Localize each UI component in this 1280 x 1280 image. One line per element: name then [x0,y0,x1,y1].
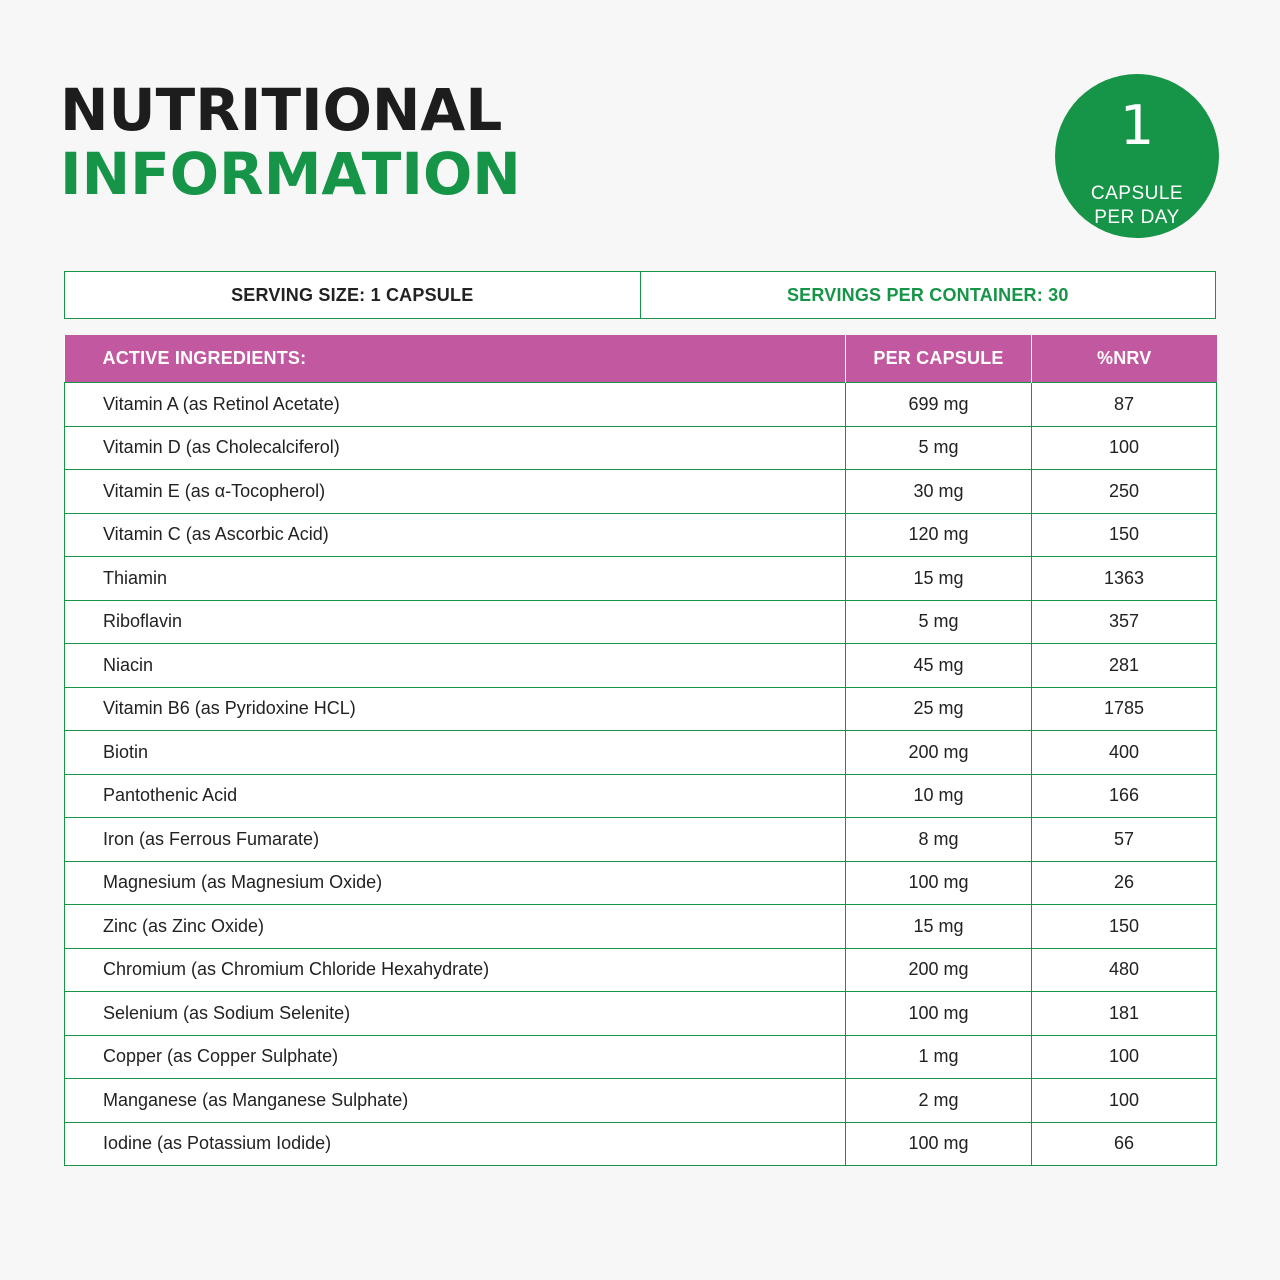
ingredient-amount: 5 mg [846,600,1032,644]
table-row [65,992,1217,1036]
table-row [65,557,1217,601]
ingredient-amount: 100 mg [846,1122,1032,1166]
table-row [65,774,1217,818]
ingredient-amount: 1 mg [846,1035,1032,1079]
ingredient-name: Iron (as Ferrous Fumarate) [65,818,846,862]
ingredient-amount: 100 mg [846,861,1032,905]
serving-info-bar [64,271,1216,319]
ingredient-name: Vitamin E (as α-Tocopherol) [65,470,846,514]
ingredient-nrv: 57 [1032,818,1217,862]
ingredient-nrv: 87 [1032,383,1217,427]
ingredient-name: Biotin [65,731,846,775]
page-title-line1: NUTRITIONAL [60,76,503,144]
ingredient-name: Chromium (as Chromium Chloride Hexahydrate) [65,948,846,992]
table-row [65,1079,1217,1123]
table-row [65,470,1217,514]
ingredient-nrv: 400 [1032,731,1217,775]
table-row [65,513,1217,557]
ingredient-amount: 200 mg [846,948,1032,992]
ingredient-name: Thiamin [65,557,846,601]
table-row [65,731,1217,775]
ingredient-amount: 15 mg [846,557,1032,601]
table-row [65,948,1217,992]
ingredient-name: Vitamin D (as Cholecalciferol) [65,426,846,470]
dosage-badge-number: 1 [1119,94,1155,157]
column-header-per-capsule: PER CAPSULE [846,335,1032,383]
ingredient-amount: 5 mg [846,426,1032,470]
dosage-badge [1055,74,1219,238]
ingredient-nrv: 357 [1032,600,1217,644]
ingredient-name: Copper (as Copper Sulphate) [65,1035,846,1079]
ingredient-nrv: 181 [1032,992,1217,1036]
table-row [65,644,1217,688]
servings-per-container: SERVINGS PER CONTAINER: 30 [786,284,1069,305]
ingredient-nrv: 480 [1032,948,1217,992]
ingredient-amount: 10 mg [846,774,1032,818]
ingredient-name: Niacin [65,644,846,688]
table-row [65,426,1217,470]
table-row [65,600,1217,644]
ingredient-name: Vitamin C (as Ascorbic Acid) [65,513,846,557]
ingredient-nrv: 150 [1032,905,1217,949]
page-title [60,78,521,206]
ingredient-amount: 120 mg [846,513,1032,557]
ingredient-amount: 15 mg [846,905,1032,949]
ingredient-amount: 200 mg [846,731,1032,775]
ingredient-amount: 25 mg [846,687,1032,731]
ingredient-nrv: 150 [1032,513,1217,557]
ingredient-amount: 30 mg [846,470,1032,514]
ingredient-name: Zinc (as Zinc Oxide) [65,905,846,949]
ingredient-amount: 699 mg [846,383,1032,427]
column-header-nrv: %NRV [1032,335,1217,383]
table-row [65,1035,1217,1079]
table-row [65,1122,1217,1166]
nutrition-table-header [65,335,1217,383]
ingredient-name: Magnesium (as Magnesium Oxide) [65,861,846,905]
table-row [65,687,1217,731]
ingredient-nrv: 250 [1032,470,1217,514]
ingredient-nrv: 100 [1032,1079,1217,1123]
ingredient-nrv: 1363 [1032,557,1217,601]
ingredient-name: Manganese (as Manganese Sulphate) [65,1079,846,1123]
dosage-badge-line1: CAPSULE [1090,183,1184,204]
ingredient-amount: 100 mg [846,992,1032,1036]
ingredient-nrv: 66 [1032,1122,1217,1166]
ingredient-amount: 45 mg [846,644,1032,688]
table-row [65,861,1217,905]
ingredient-nrv: 100 [1032,1035,1217,1079]
ingredient-nrv: 26 [1032,861,1217,905]
ingredient-name: Pantothenic Acid [65,774,846,818]
dosage-badge-text [1055,182,1219,230]
table-row [65,818,1217,862]
nutrition-table [64,335,1217,1166]
ingredient-name: Selenium (as Sodium Selenite) [65,992,846,1036]
ingredient-amount: 8 mg [846,818,1032,862]
ingredient-name: Vitamin A (as Retinol Acetate) [65,383,846,427]
ingredient-nrv: 166 [1032,774,1217,818]
ingredient-name: Iodine (as Potassium Iodide) [65,1122,846,1166]
serving-size: SERVING SIZE: 1 CAPSULE [65,272,641,318]
ingredient-amount: 2 mg [846,1079,1032,1123]
dosage-badge-line2: PER DAY [1094,207,1180,228]
ingredient-name: Vitamin B6 (as Pyridoxine HCL) [65,687,846,731]
ingredient-nrv: 1785 [1032,687,1217,731]
page-title-line2: INFORMATION [60,140,521,208]
ingredient-name: Riboflavin [65,600,846,644]
ingredient-nrv: 281 [1032,644,1217,688]
ingredient-nrv: 100 [1032,426,1217,470]
column-header-ingredients: ACTIVE INGREDIENTS: [65,335,846,383]
table-row [65,383,1217,427]
table-row [65,905,1217,949]
